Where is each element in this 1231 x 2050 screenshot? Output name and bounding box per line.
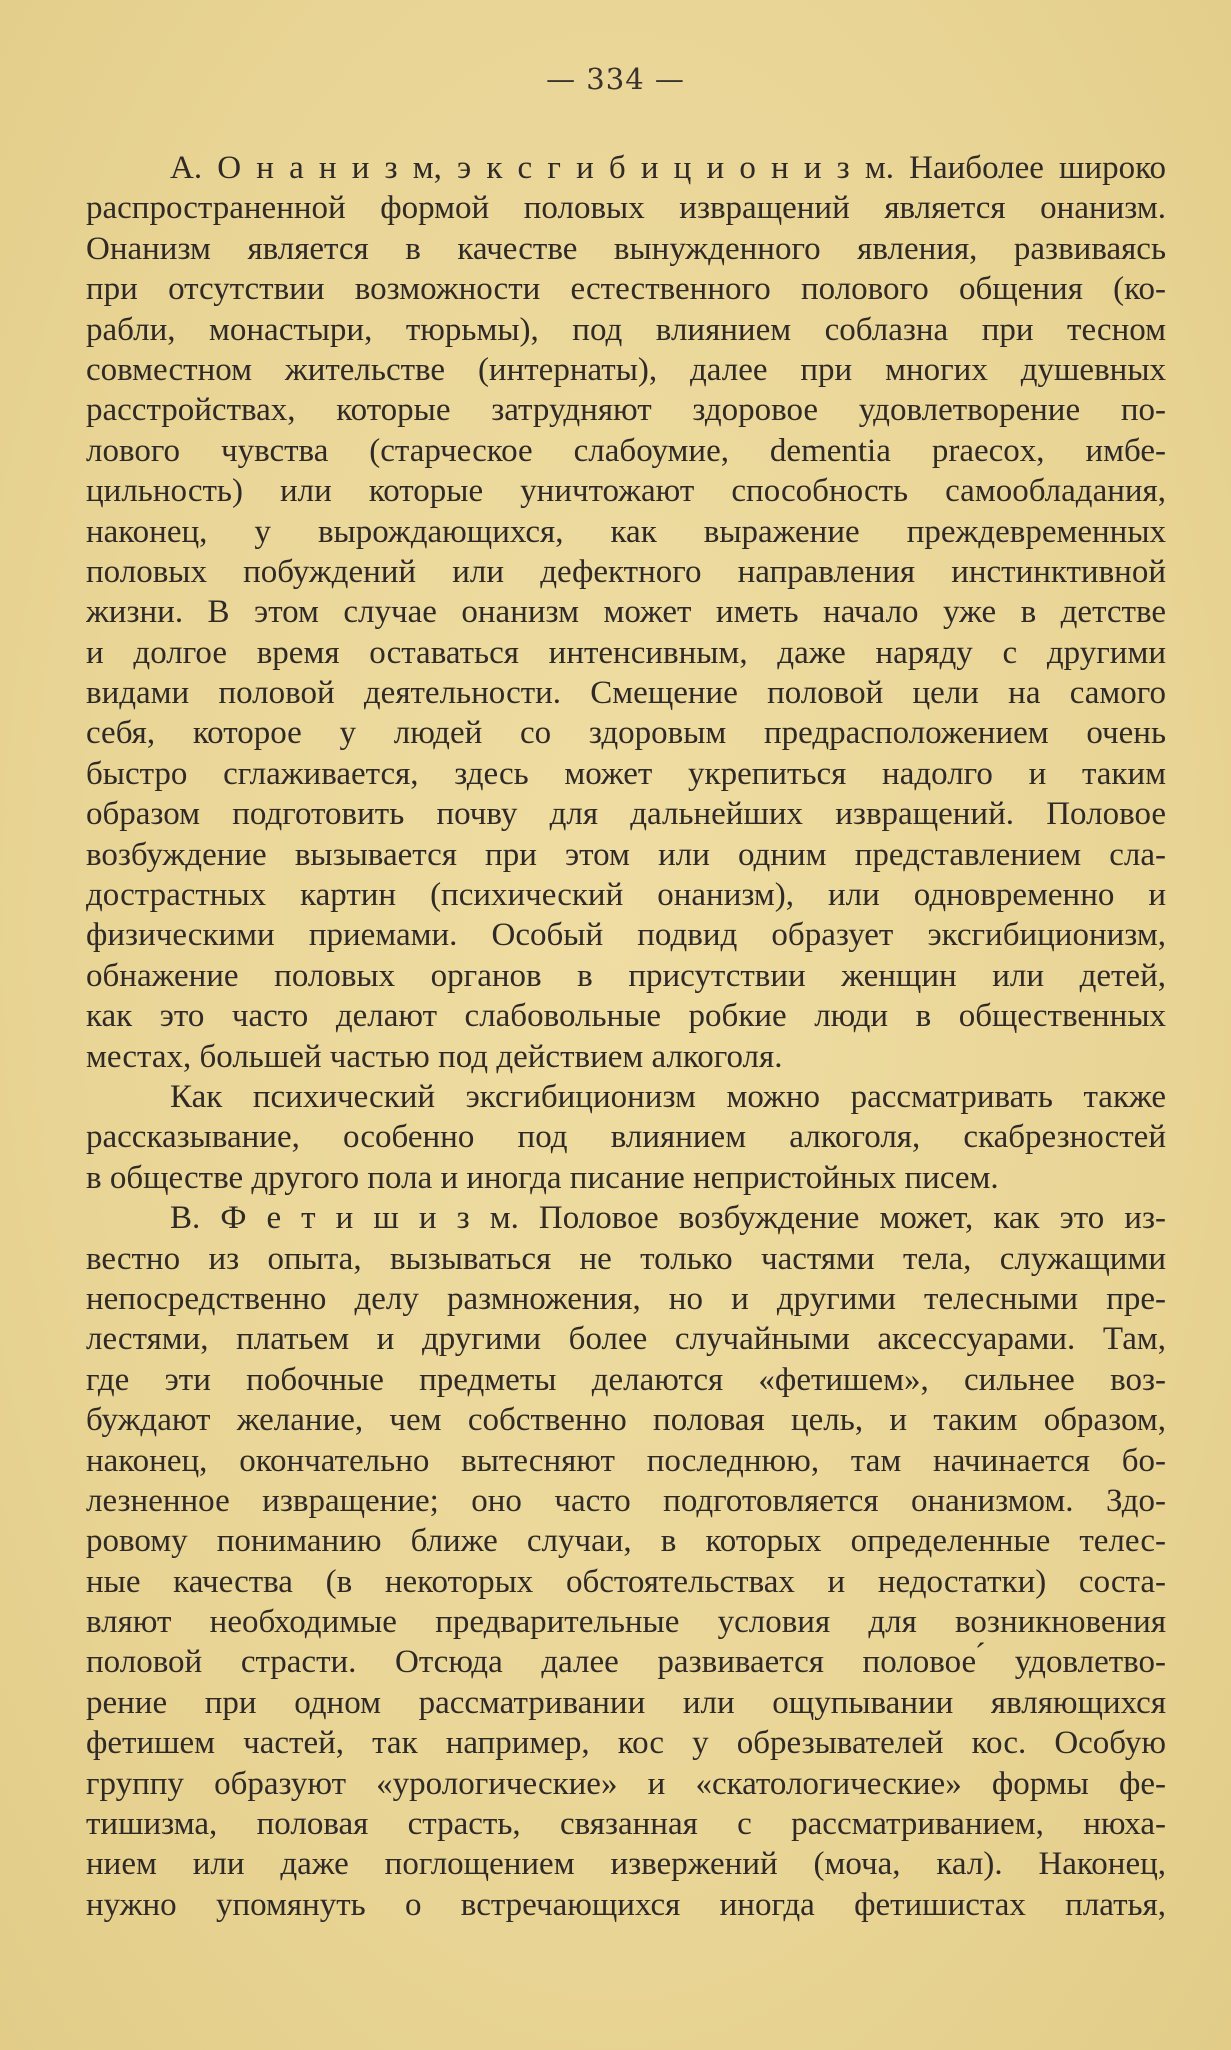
body-text — [86, 148, 1166, 1925]
text-line: ровому пониманию ближе случаи, в которых определенные телес- — [86, 1523, 1166, 1560]
text-line: обнажение половых органов в присутствии женщин или детей, — [86, 957, 1166, 994]
text-line: группу образуют «урологические» и «скатологические» формы фе- — [86, 1765, 1166, 1802]
text-line: тишизма, половая страсть, связанная с рассматриванием, нюха- — [86, 1806, 1166, 1843]
text-line: дострастных картин (психический онанизм), или одновременно и — [86, 877, 1166, 914]
text-line: лового чувства (старческое слабоумие, dementia praecox, имбе- — [86, 432, 1166, 469]
text-line: вляют необходимые предварительные условия для возникновения — [86, 1604, 1166, 1641]
text-line: жизни. В этом случае онанизм может иметь начало уже в детстве — [86, 594, 1166, 631]
text-line: наконец, окончательно вытесняют последнюю, там начинается бо- — [86, 1442, 1166, 1479]
text-line: видами половой деятельности. Смещение половой цели на самого — [86, 675, 1166, 712]
text-line: рабли, монастыри, тюрьмы), под влиянием соблазна при тесном — [86, 311, 1166, 348]
text-line: как это часто делают слабовольные робкие люди в общественных — [86, 998, 1166, 1035]
text-line: ные качества (в некоторых обстоятельствах и недостатки) соста- — [86, 1563, 1166, 1600]
text-line: местах, большей частью под действием алкоголя. — [86, 1038, 783, 1075]
text-line: себя, которое у людей со здоровым предрасположением очень — [86, 715, 1166, 752]
text-line: вестно из опыта, вызываться не только частями тела, служащими — [86, 1240, 1166, 1277]
text-line: нием или даже поглощением извержений (моча, кал). Наконец, — [86, 1846, 1166, 1883]
text-line: наконец, у вырождающихся, как выражение преждевременных — [86, 513, 1166, 550]
text-line: лестями, платьем и другими более случайными аксессуарами. Там, — [86, 1321, 1166, 1358]
text-line: А. О н а н и з м, э к с г и б и ц и о н и з м. Наиболее широко — [170, 150, 1166, 186]
text-line: цильность) или которые уничтожают способность самообладания, — [86, 473, 1166, 510]
text-line: где эти побочные предметы делаются «фетишем», сильнее воз- — [86, 1361, 1166, 1398]
text-line: возбуждение вызывается при этом или одним представлением сла- — [86, 836, 1166, 873]
text-line: буждают желание, чем собственно половая цель, и таким образом, — [86, 1402, 1166, 1439]
text-line: расстройствах, которые затрудняют здоровое удовлетворение по- — [86, 392, 1166, 429]
text-line: половой страсти. Отсюда далее развивается половое ́удовлетво- — [86, 1644, 1166, 1681]
text-line: непосредственно делу размножения, но и другими телесными пре- — [86, 1280, 1166, 1317]
text-line: быстро сглаживается, здесь может укрепиться надолго и таким — [86, 755, 1166, 792]
text-line: Как психический эксгибиционизм можно рассматривать также — [170, 1078, 1166, 1115]
text-line: совместном жительстве (интернаты), далее при многих душевных — [86, 351, 1166, 388]
text-line: половых побуждений или дефектного направления инстинктивной — [86, 553, 1166, 590]
text-line: при отсутствии возможности естественного полового общения (ко- — [86, 271, 1166, 308]
text-line: В. Ф е т и ш и з м. Половое возбуждение может, как это из- — [170, 1200, 1166, 1237]
text-line: фетишем частей, так например, кос у обрезывателей кос. Особую — [86, 1725, 1166, 1762]
page-number: — 334 — — [546, 62, 685, 96]
text-line: распространенной формой половых извращений является онанизм. — [86, 190, 1166, 227]
text-line: лезненное извращение; оно часто подготовляется онанизмом. Здо- — [86, 1482, 1166, 1519]
text-line: рассказывание, особенно под влиянием алкоголя, скабрезностей — [86, 1119, 1166, 1156]
text-line: рение при одном рассматривании или ощупывании являющихся — [86, 1684, 1166, 1721]
text-line: и долгое время оставаться интенсивным, даже наряду с другими — [86, 634, 1166, 671]
text-line: в обществе другого пола и иногда писание непристойных писем. — [86, 1159, 999, 1196]
text-line: Онанизм является в качестве вынужденного явления, развиваясь — [86, 230, 1166, 267]
text-line: физическими приемами. Особый подвид образует эксгибиционизм, — [86, 917, 1166, 954]
text-line: нужно упомянуть о встречающихся иногда фетишистах платья, — [86, 1886, 1166, 1923]
text-line: образом подготовить почву для дальнейших извращений. Половое — [86, 796, 1166, 833]
